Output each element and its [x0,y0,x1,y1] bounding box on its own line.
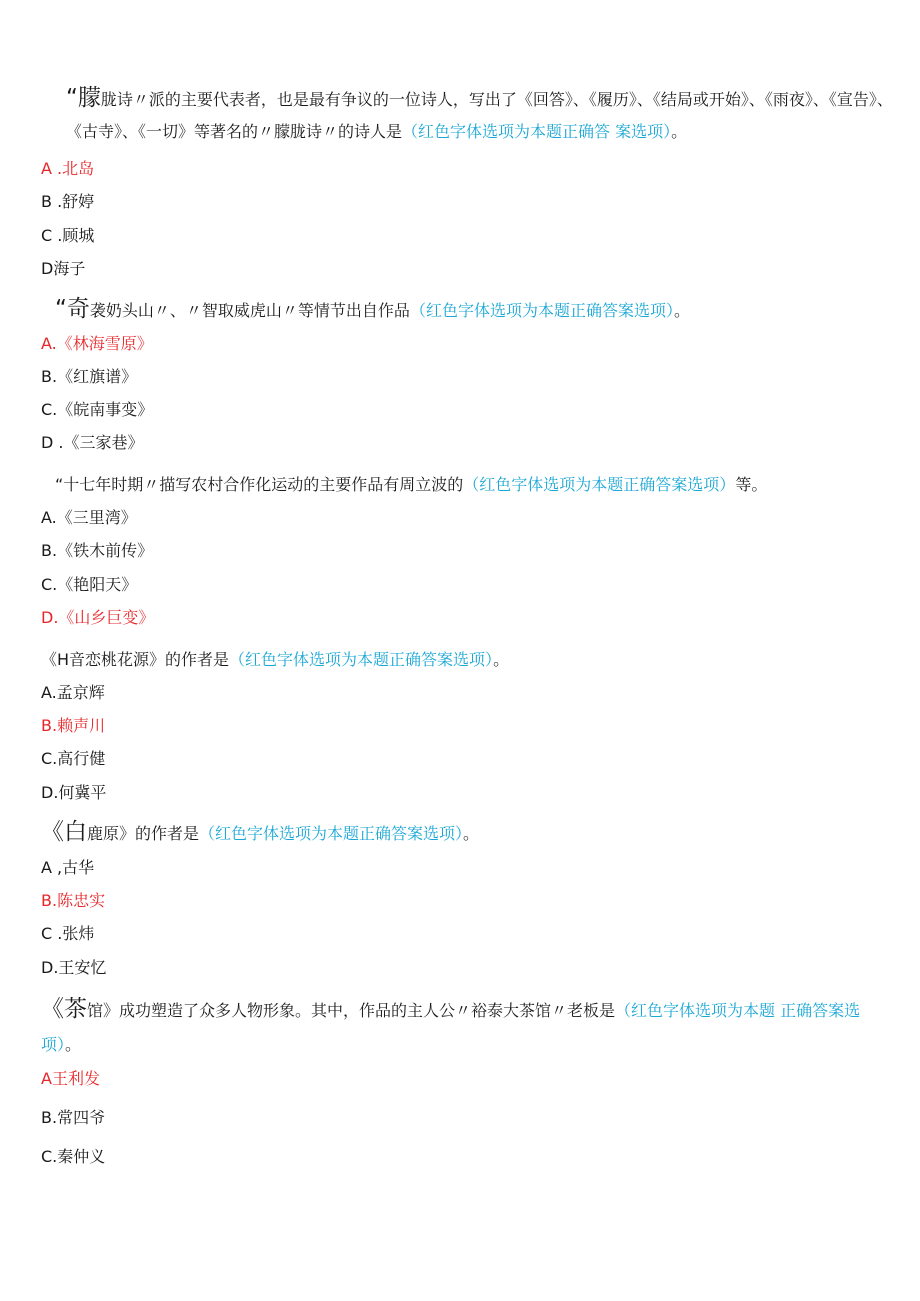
question-4-option-d: D.何冀平 [41,783,107,802]
question-4-option-c: C.高行健 [41,749,106,768]
question-5-option-b: B.陈忠实 [41,891,106,910]
question-2-option-b: B.《红旗谱》 [41,367,138,386]
question-2-text: 袭奶头山〃、〃智取威虎山〃等情节出自作品 [89,301,410,320]
question-1-option-c: C .顾城 [41,226,95,245]
question-6-option-b: B.常四爷 [41,1108,106,1127]
question-2-end: 。 [673,301,690,320]
question-5-option-c: C .张炜 [41,924,95,943]
question-4 [41,644,883,676]
question-1 [41,82,908,148]
question-4-option-a: A.孟京辉 [41,683,105,702]
question-5-option-d: D.王安忆 [41,958,107,977]
question-3-option-d: D.《山乡巨变》 [41,608,155,627]
question-3-end: 等。 [735,475,768,494]
question-3 [41,469,897,501]
question-3-option-a: A.《三里湾》 [41,508,137,527]
question-6-option-c: C.秦仲义 [41,1147,106,1166]
question-2 [41,293,897,327]
question-3-option-b: B.《铁木前传》 [41,541,154,560]
question-1-end: 。 [671,122,688,141]
question-6 [41,992,883,1062]
question-1-option-b: B .舒婷 [41,192,95,211]
question-5-hint: （红色字体选项为本题正确答案选项） [199,824,464,843]
question-4-end: 。 [493,650,510,669]
question-3-hint: （红色字体选项为本题正确答案选项） [463,475,736,494]
question-6-drop-cap: 《茶 [41,996,87,1022]
question-4-text: 《H音恋桃花源》的作者是 [41,650,230,669]
question-1-hint: （红色字体选项为本题正确答 案选项） [402,122,672,141]
question-4-option-b: B.赖声川 [41,716,106,735]
question-1-text: 胧诗〃派的主要代表者，也是最有争议的一位诗人，写出了《回答》、《履历》、《结局或开始》、《雨夜》、《宣告》、《古寺》、《一切》等著名的〃朦胧诗〃的诗人是 [66,90,893,141]
question-5-drop-cap: 《白 [41,819,87,845]
question-3-text: “十七年时期〃描写农村合作化运动的主要作品有周立波的 [55,475,464,494]
question-2-option-d: D .《三家巷》 [41,433,144,452]
question-4-hint: （红色字体选项为本题正确答案选项） [229,650,494,669]
question-1-option-d: D海子 [41,259,86,278]
question-5-text: 鹿原》的作者是 [87,824,200,843]
question-1-drop-cap: “朦 [66,85,101,111]
question-2-option-c: C.《皖南事变》 [41,400,154,419]
question-6-text: 馆》成功塑造了众多人物形象。其中，作品的主人公〃裕泰大茶馆〃老板是 [87,1001,616,1020]
question-6-end: 。 [65,1035,82,1054]
question-1-option-a: A .北岛 [41,159,95,178]
question-2-hint: （红色字体选项为本题正确答案选项） [409,301,674,320]
question-3-option-c: C.《艳阳天》 [41,575,138,594]
question-5 [41,816,883,850]
question-2-option-a: A.《林海雪原》 [41,334,153,353]
question-5-end: 。 [463,824,480,843]
question-6-hint: （红色字体选项为本题 正确答案选项） [41,1001,861,1054]
question-5-option-a: A ,古华 [41,858,95,877]
question-6-option-a: A王利发 [41,1069,100,1088]
question-2-drop-cap: “奇 [55,296,90,322]
